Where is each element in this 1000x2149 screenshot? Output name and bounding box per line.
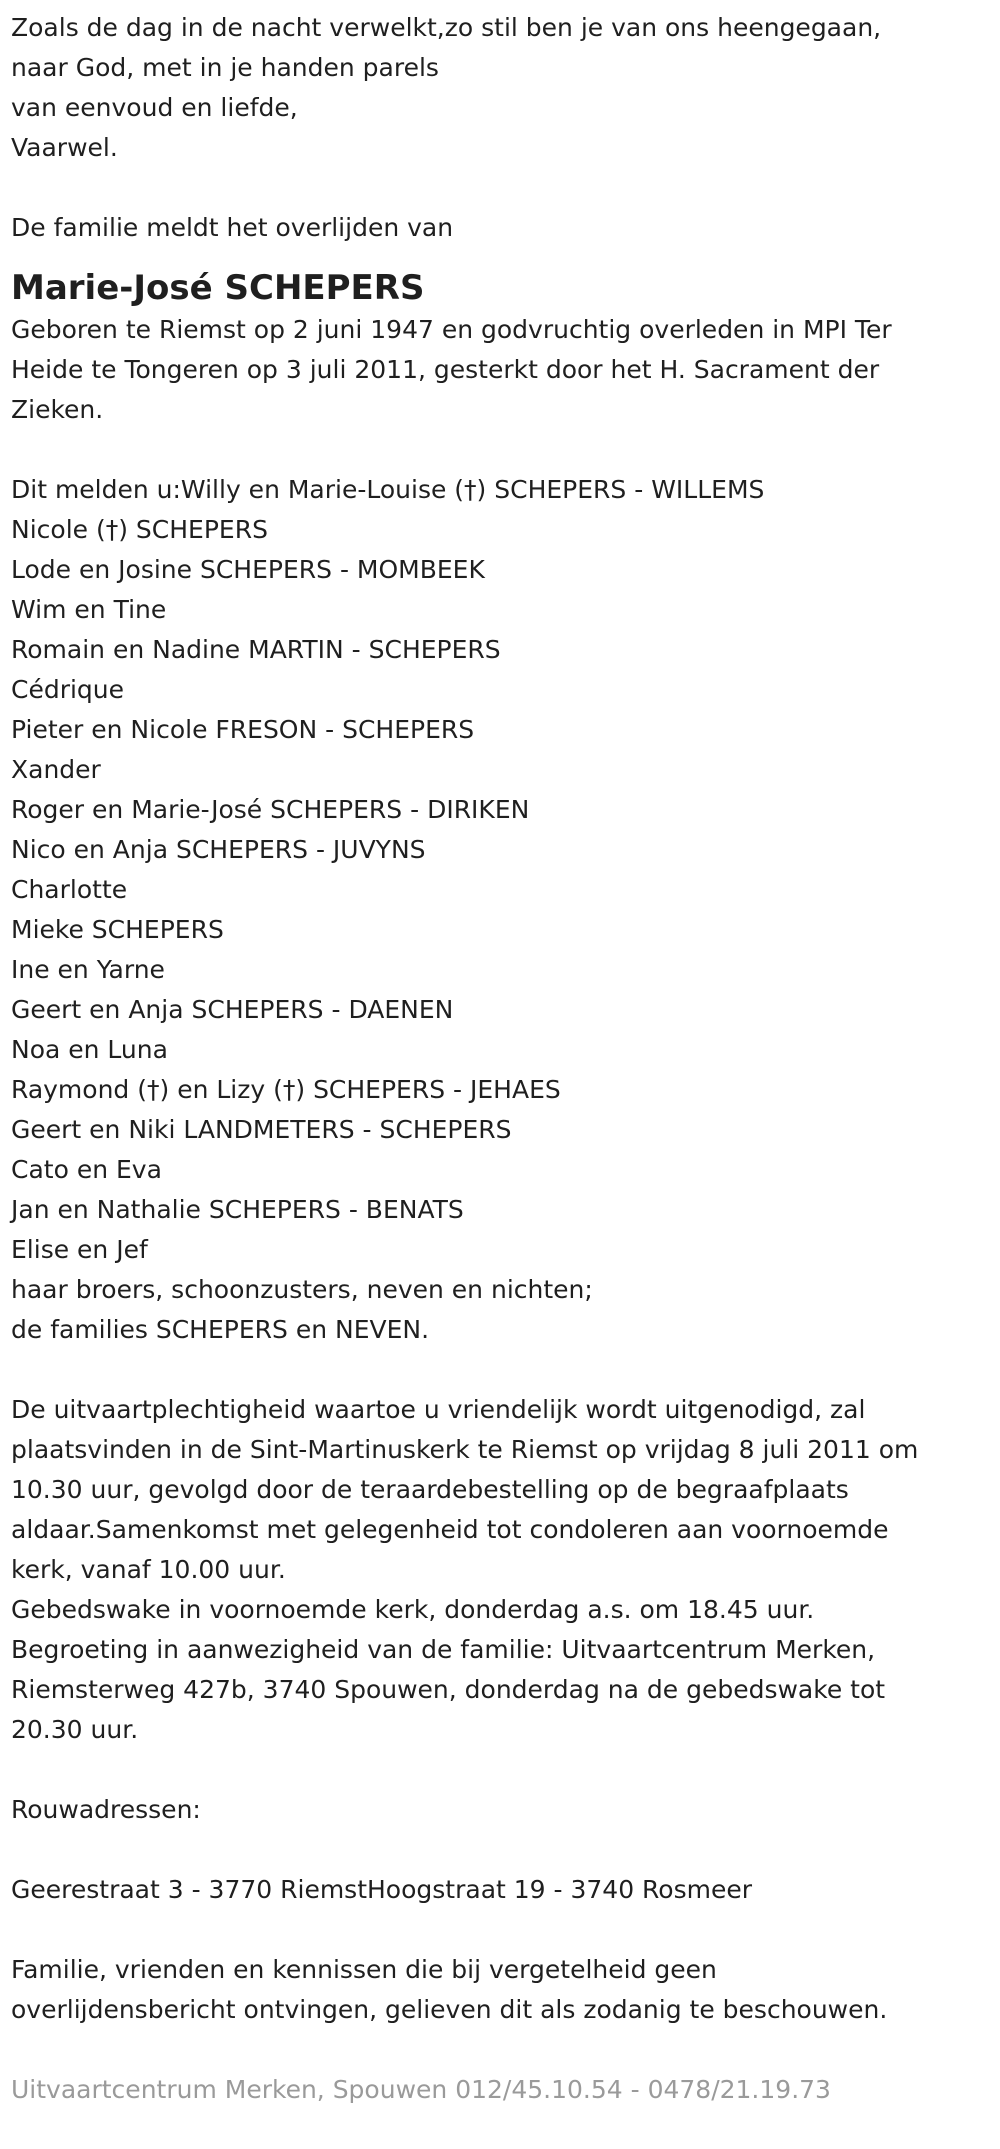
family-line: Roger en Marie-José SCHEPERS - DIRIKEN <box>11 795 530 824</box>
family-line: Wim en Tine <box>11 595 167 624</box>
announcement: De familie meldt het overlijden van <box>11 213 454 242</box>
addresses: Geerestraat 3 - 3770 RiemstHoogstraat 19 - 3740 Rosmeer <box>11 1875 753 1904</box>
funeral-line: 10.30 uur, gevolgd door de teraardebestelling op de begraafplaats <box>11 1475 849 1504</box>
family-list <box>11 470 989 1350</box>
closing-line: Familie, vrienden en kennissen die bij vergetelheid geen <box>11 1955 717 1984</box>
funeral-line: plaatsvinden in de Sint-Martinuskerk te Riemst op vrijdag 8 juli 2011 om <box>11 1435 919 1464</box>
spacer <box>11 1750 989 1790</box>
spacer <box>11 430 989 470</box>
family-line: Cédrique <box>11 675 125 704</box>
family-line: haar broers, schoonzusters, neven en nichten; <box>11 1275 593 1304</box>
spacer <box>11 168 989 208</box>
funeral-line: aldaar.Samenkomst met gelegenheid tot condoleren aan voornoemde <box>11 1515 889 1544</box>
poem-line: Zoals de dag in de nacht verwelkt,zo stil ben je van ons heengegaan, <box>11 13 882 42</box>
poem-line: van eenvoud en liefde, <box>11 93 298 122</box>
family-line: de families SCHEPERS en NEVEN. <box>11 1315 430 1344</box>
family-line: Dit melden u:Willy en Marie-Louise (†) SCHEPERS - WILLEMS <box>11 475 765 504</box>
funeral-line: Gebedswake in voornoemde kerk, donderdag a.s. om 18.45 uur. <box>11 1595 815 1624</box>
spacer <box>11 2030 989 2070</box>
family-line: Nicole (†) SCHEPERS <box>11 515 268 544</box>
deceased-name: Marie-José SCHEPERS <box>11 268 425 308</box>
family-line: Nico en Anja SCHEPERS - JUVYNS <box>11 835 426 864</box>
addresses-label: Rouwadressen: <box>11 1795 201 1824</box>
family-line: Noa en Luna <box>11 1035 168 1064</box>
family-line: Lode en Josine SCHEPERS - MOMBEEK <box>11 555 485 584</box>
birth-death-paragraph <box>11 310 989 430</box>
family-line: Elise en Jef <box>11 1235 148 1264</box>
paragraph-line: Heide te Tongeren op 3 juli 2011, gesterkt door het H. Sacrament der <box>11 355 880 384</box>
family-line: Xander <box>11 755 101 784</box>
funeral-line: Begroeting in aanwezigheid van de familie: Uitvaartcentrum Merken, <box>11 1635 876 1664</box>
family-line: Mieke SCHEPERS <box>11 915 224 944</box>
poem <box>11 8 989 168</box>
family-line: Geert en Niki LANDMETERS - SCHEPERS <box>11 1115 512 1144</box>
family-line: Jan en Nathalie SCHEPERS - BENATS <box>11 1195 464 1224</box>
family-line: Pieter en Nicole FRESON - SCHEPERS <box>11 715 475 744</box>
funeral-line: 20.30 uur. <box>11 1715 139 1744</box>
paragraph-line: Zieken. <box>11 395 104 424</box>
closing-line: overlijdensbericht ontvingen, gelieven dit als zodanig te beschouwen. <box>11 1995 888 2024</box>
family-line: Geert en Anja SCHEPERS - DAENEN <box>11 995 454 1024</box>
funeral-line: kerk, vanaf 10.00 uur. <box>11 1555 286 1584</box>
closing-note <box>11 1950 989 2030</box>
spacer <box>11 1830 989 1870</box>
funeral-home-footer: Uitvaartcentrum Merken, Spouwen 012/45.10.54 - 0478/21.19.73 <box>11 2075 831 2104</box>
spacer <box>11 1910 989 1950</box>
spacer <box>11 1350 989 1390</box>
family-line: Charlotte <box>11 875 128 904</box>
family-line: Cato en Eva <box>11 1155 162 1184</box>
poem-line: naar God, met in je handen parels <box>11 53 439 82</box>
paragraph-line: Geboren te Riemst op 2 juni 1947 en godvruchtig overleden in MPI Ter <box>11 315 892 344</box>
funeral-line: De uitvaartplechtigheid waartoe u vriendelijk wordt uitgenodigd, zal <box>11 1395 866 1424</box>
funeral-details <box>11 1390 989 1750</box>
family-line: Ine en Yarne <box>11 955 165 984</box>
family-line: Raymond (†) en Lizy (†) SCHEPERS - JEHAES <box>11 1075 561 1104</box>
family-line: Romain en Nadine MARTIN - SCHEPERS <box>11 635 501 664</box>
poem-line: Vaarwel. <box>11 133 118 162</box>
funeral-line: Riemsterweg 427b, 3740 Spouwen, donderdag na de gebedswake tot <box>11 1675 886 1704</box>
